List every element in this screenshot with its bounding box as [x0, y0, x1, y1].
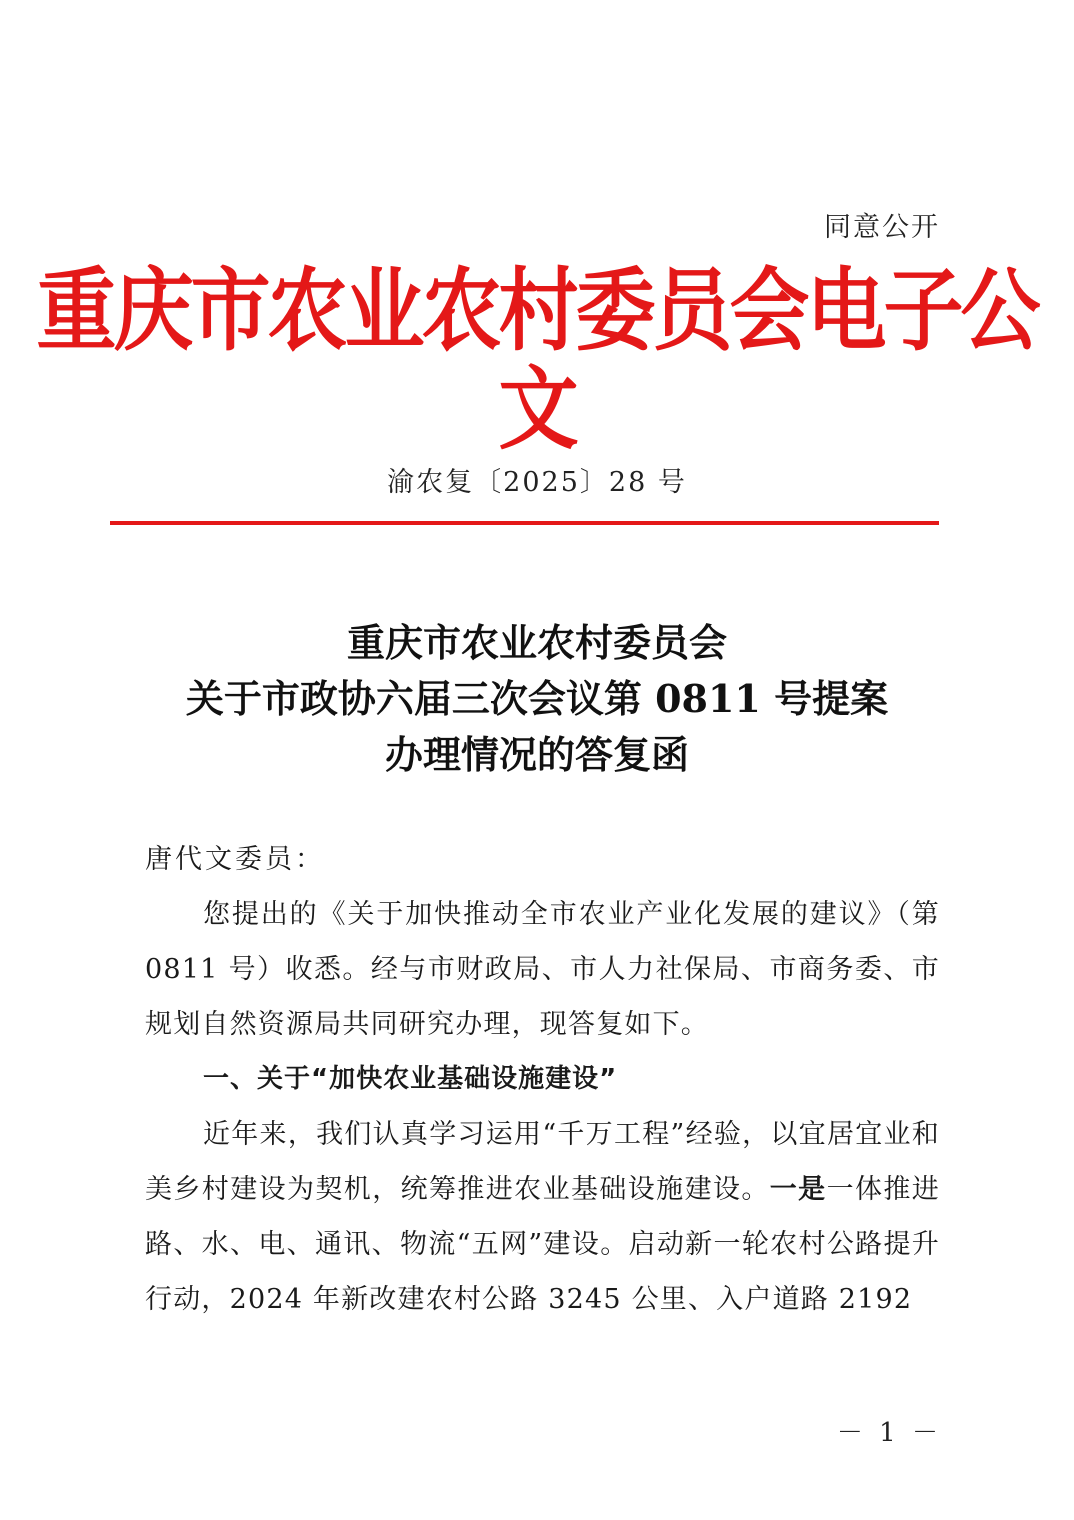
document-number: 渝农复〔2025〕28 号 [387, 467, 687, 498]
salutation: 唐代文委员： [145, 844, 325, 875]
title-line-2: 关于市政协六届三次会议第 0811 号提案 [185, 676, 889, 721]
document-title [0, 615, 1074, 783]
title-line-1: 重庆市农业农村委员会 [346, 620, 727, 665]
document-body [145, 832, 940, 1327]
section-heading-1: 一、关于“加快农业基础设施建设” [203, 1064, 618, 1094]
masthead: 重庆市农业农村委员会电子公文 [36, 258, 1038, 462]
intro-paragraph: 您提出的《关于加快推动全市农业产业化发展的建议》（第 0811 号）收悉。经与市财政局、市人力社保局、市商务委、市规划自然资源局共同研究办理，现答复如下。 [145, 899, 940, 1040]
red-separator-line [110, 521, 939, 525]
emphasis-text: 一是 [769, 1174, 827, 1205]
section-paragraph-1 [145, 1107, 940, 1327]
disclosure-label: 同意公开 [824, 212, 940, 243]
paragraph-text: 近年来，我们认真学习运用“千万工程”经验，以宜居宜业和美乡村建设为契机，统筹推进农业基础设施建设。 [145, 1119, 940, 1205]
page-number: － 1 － [836, 1418, 942, 1448]
paragraph-text: 一体推进路、水、电、通讯、物流“五网”建设。启动新一轮农村公路提升行动，2024 年新改建农村公路 3245 公里、入户道路 2192 [145, 1174, 940, 1315]
title-line-3: 办理情况的答复函 [384, 732, 689, 777]
